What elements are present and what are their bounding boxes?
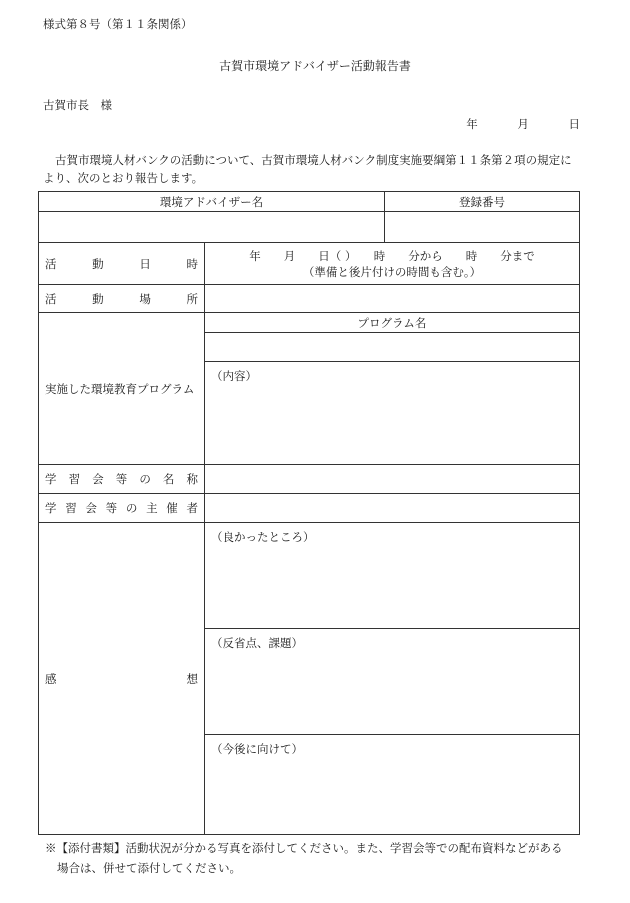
- activity-datetime-template: 年 月 日（ ） 時 分から 時 分まで: [249, 248, 535, 263]
- impressions-label: 感 想: [39, 523, 205, 835]
- session-organizer-field[interactable]: [205, 494, 580, 523]
- adviser-name-header: 環境アドバイザー名: [39, 192, 385, 212]
- program-name-field[interactable]: [205, 333, 580, 362]
- report-date: [466, 116, 580, 132]
- date-month-label: 月: [517, 117, 529, 131]
- addressee: 古賀市長 様: [43, 98, 112, 112]
- intro-text: 古賀市環境人材バンクの活動について、古賀市環境人材バンク制度実施要綱第１１条第２項の規定により、次のとおり報告します。: [43, 153, 572, 185]
- good-points-label: （良かったところ）: [211, 530, 315, 544]
- good-points-field[interactable]: [205, 523, 580, 629]
- adviser-name-field[interactable]: [39, 212, 385, 243]
- date-day-label: 日: [568, 117, 580, 131]
- program-content-field[interactable]: [205, 362, 580, 465]
- program-label: 実施した環境教育プログラム: [39, 313, 205, 465]
- registration-number-header: 登録番号: [385, 192, 580, 212]
- footnote-line-1: ※【添付書類】活動状況が分かる写真を添付してください。また、学習会等での配布資料などがある: [45, 841, 563, 855]
- future-label: （今後に向けて）: [211, 742, 303, 756]
- session-organizer-label: 学習会等の主催者: [39, 494, 205, 523]
- activity-datetime-label: 活 動 日 時: [39, 243, 205, 285]
- document-title: 古賀市環境アドバイザー活動報告書: [219, 59, 411, 73]
- activity-datetime-field[interactable]: [205, 243, 580, 285]
- report-form-table: [38, 191, 580, 835]
- reflections-field[interactable]: [205, 629, 580, 735]
- form-number: 様式第８号（第１１条関係）: [43, 17, 193, 31]
- date-year-label: 年: [466, 117, 478, 131]
- footnote-line-2: 場合は、併せて添付してください。: [57, 861, 241, 875]
- reflections-label: （反省点、課題）: [211, 636, 303, 650]
- activity-datetime-note: （準備と後片付けの時間も含む。）: [302, 264, 482, 279]
- footnote: [45, 838, 590, 878]
- session-name-field[interactable]: [205, 465, 580, 494]
- future-field[interactable]: [205, 735, 580, 835]
- program-name-header: プログラム名: [205, 313, 580, 333]
- program-content-label: （内容）: [211, 369, 257, 383]
- session-name-label: 学習会等の名称: [39, 465, 205, 494]
- activity-place-label: 活 動 場 所: [39, 285, 205, 313]
- activity-place-field[interactable]: [205, 285, 580, 313]
- registration-number-field[interactable]: [385, 212, 580, 243]
